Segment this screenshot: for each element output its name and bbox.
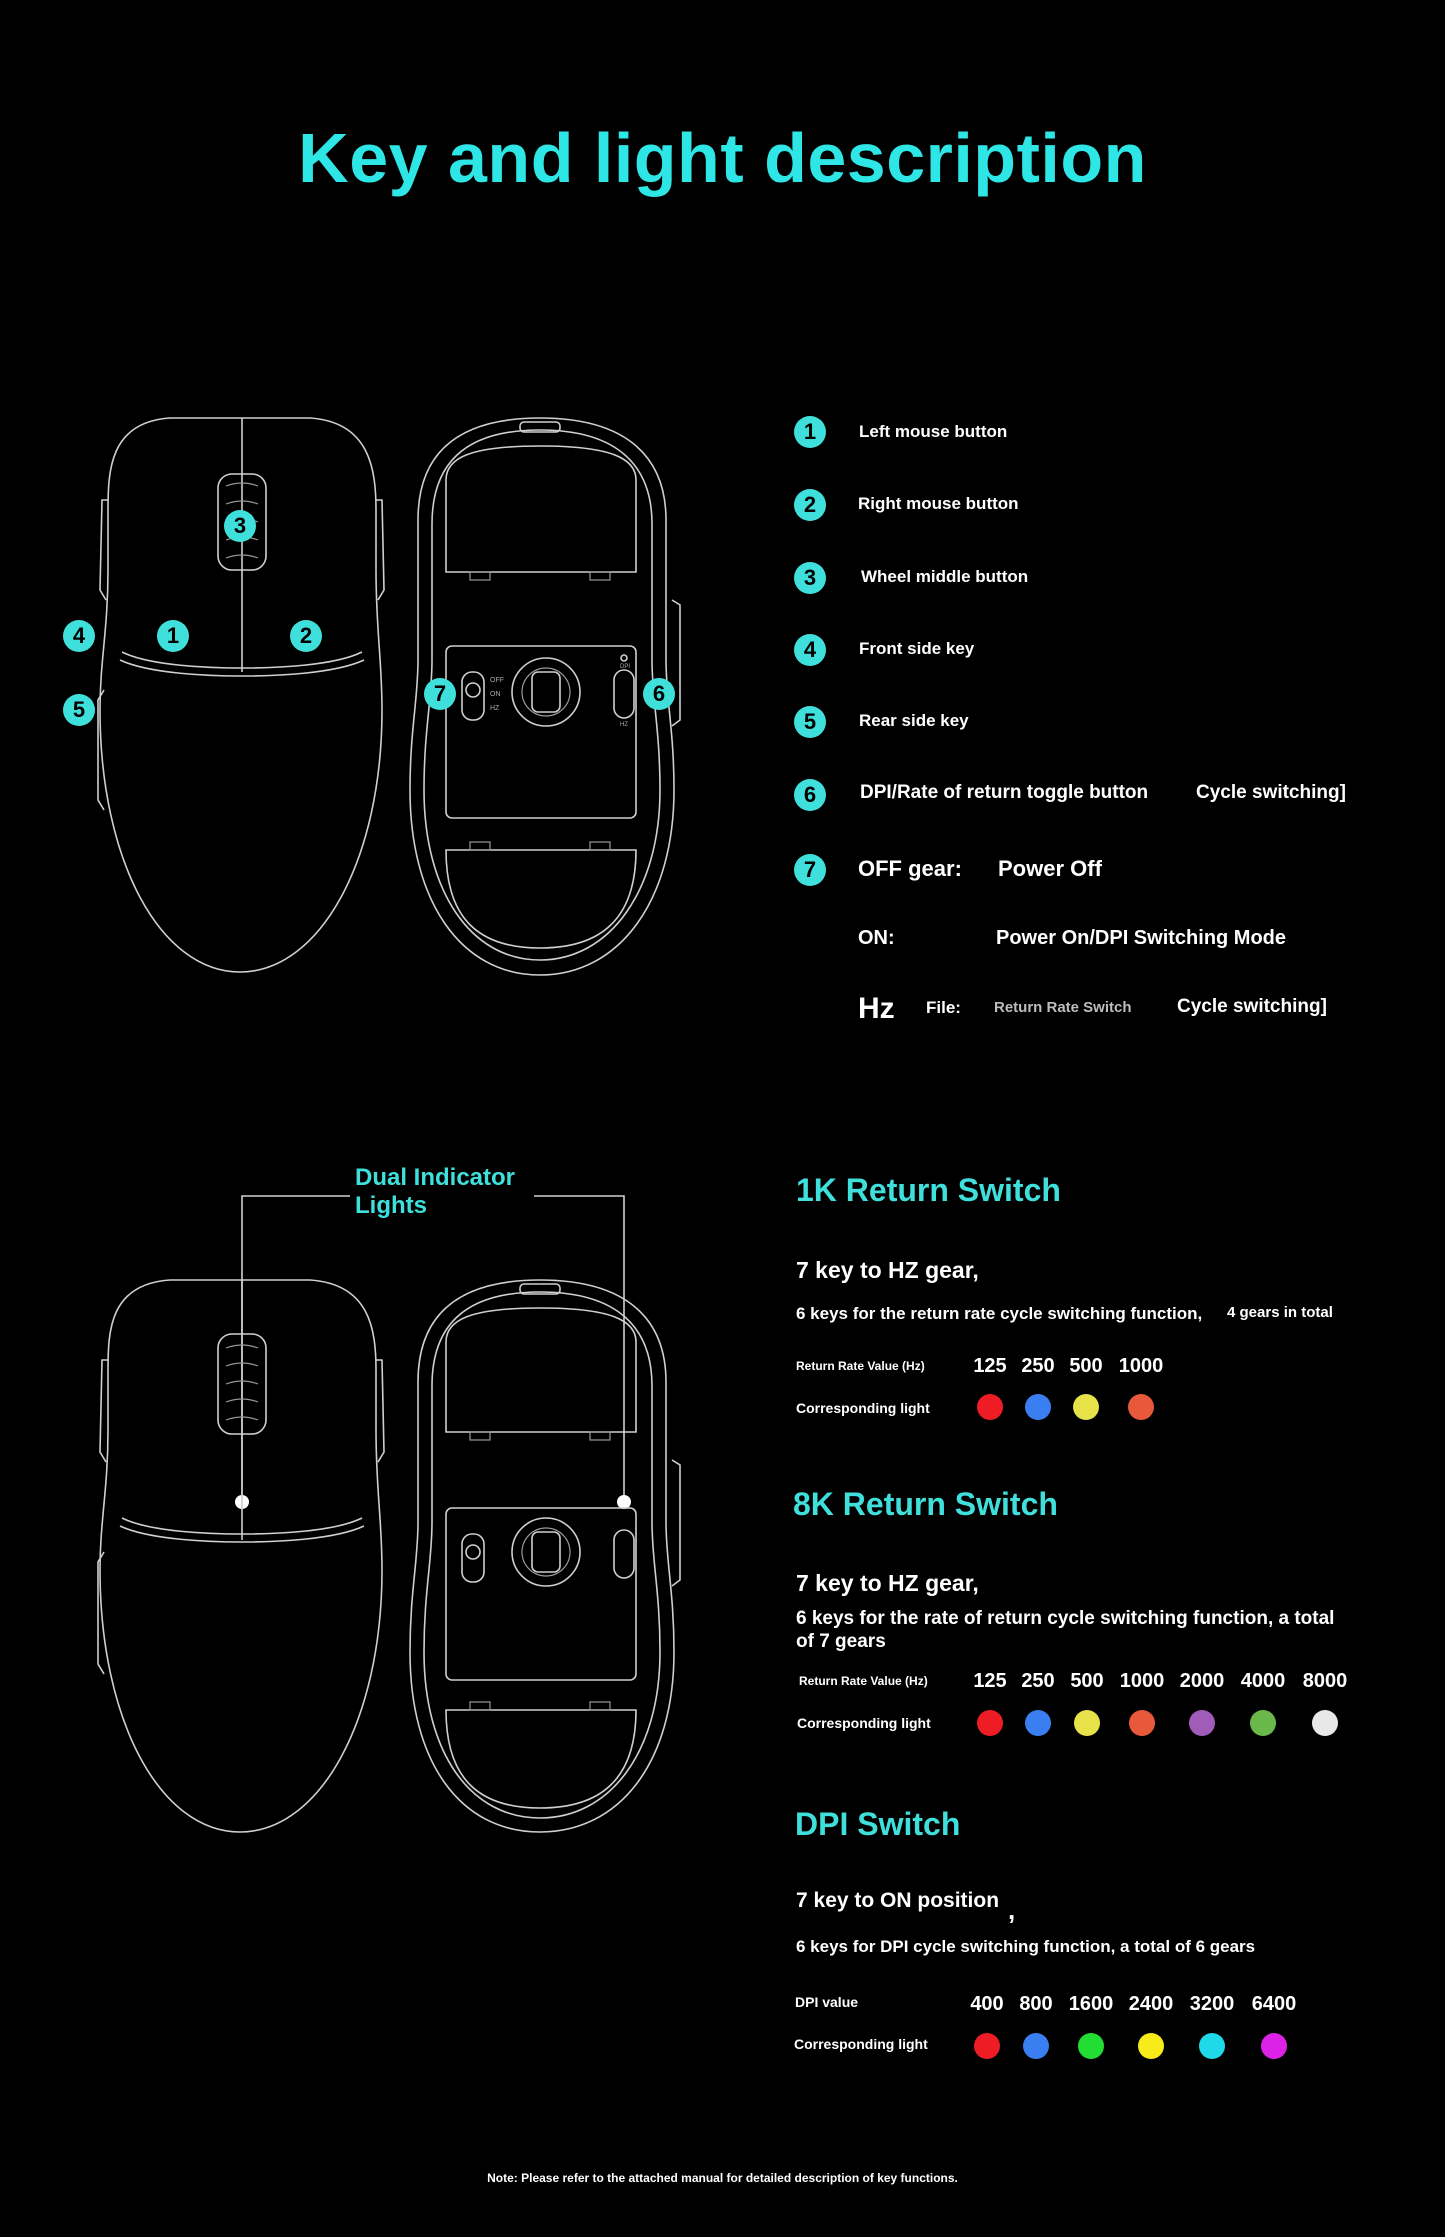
key-2-badge: 2 [794, 489, 826, 521]
section-dpi-value-5: 6400 [1251, 1993, 1297, 2015]
key-6-extra: Cycle switching] [1196, 782, 1346, 803]
section-dpi-value-4: 3200 [1189, 1993, 1235, 2015]
section-dpi-light-2 [1078, 2033, 1104, 2059]
key-3-badge: 3 [794, 562, 826, 594]
section-8k-row2-label: Corresponding light [797, 1715, 931, 1731]
section-dpi-light-5 [1261, 2033, 1287, 2059]
section-dpi-row2-label: Corresponding light [794, 2036, 928, 2052]
section-1k-light-1 [1025, 1394, 1051, 1420]
switch-off-text: OFF [490, 677, 504, 684]
section-8k-light-1 [1025, 1710, 1051, 1736]
section-8k-title: 8K Return Switch [793, 1486, 1058, 1522]
section-1k-value-3: 1000 [1118, 1355, 1164, 1377]
callout-6: 6 [643, 678, 675, 710]
section-dpi-subhead-mark: , [1008, 1895, 1016, 1925]
section-dpi-subhead: 7 key to ON position [796, 1889, 1000, 1912]
left-indicator-leader [242, 1196, 350, 1502]
mouse-diagram-bottom [0, 1180, 720, 1840]
key-1-badge: 1 [794, 416, 826, 448]
section-1k-row2-label: Corresponding light [796, 1400, 930, 1416]
key-7-extra: Power Off [998, 856, 1102, 881]
section-8k-light-4 [1189, 1710, 1215, 1736]
mouse-diagram-top [0, 400, 720, 1000]
hz-text: HZ [620, 722, 628, 728]
section-dpi-value-1: 800 [1019, 1993, 1053, 2015]
section-dpi-value-2: 1600 [1068, 1993, 1114, 2015]
mouse-bottom-view-2 [410, 1280, 680, 1832]
section-8k-light-5 [1250, 1710, 1276, 1736]
section-8k-desc1: 6 keys for the rate of return cycle switching function, a total [796, 1608, 1335, 1629]
section-1k-light-3 [1128, 1394, 1154, 1420]
section-1k-desc-extra: 4 gears in total [1227, 1304, 1333, 1321]
section-1k-row1-label: Return Rate Value (Hz) [796, 1359, 925, 1373]
key-6-badge: 6 [794, 779, 826, 811]
section-8k-value-6: 8000 [1302, 1670, 1348, 1692]
section-dpi-light-1 [1023, 2033, 1049, 2059]
section-1k-value-2: 500 [1069, 1355, 1103, 1377]
switch-on-text: ON [490, 691, 501, 698]
right-indicator-leader [534, 1196, 624, 1502]
section-8k-light-3 [1129, 1710, 1155, 1736]
section-8k-desc2: of 7 gears [796, 1631, 886, 1652]
footer-note: Note: Please refer to the attached manual for detailed description of key functions. [487, 2171, 958, 2185]
dual-indicator-line1: Dual Indicator [355, 1164, 516, 1191]
key-4-badge: 4 [794, 634, 826, 666]
section-dpi-light-4 [1199, 2033, 1225, 2059]
section-dpi-desc: 6 keys for DPI cycle switching function, a total of 6 gears [796, 1937, 1256, 1956]
section-8k-value-3: 1000 [1119, 1670, 1165, 1692]
dual-indicator-line2: Lights [355, 1192, 427, 1219]
callout-7: 7 [424, 678, 456, 710]
gear-on-label: ON: [858, 927, 895, 949]
switch-hz-text: HZ [490, 705, 500, 712]
key-4-label: Front side key [859, 639, 975, 658]
section-1k-value-1: 250 [1021, 1355, 1055, 1377]
section-dpi-light-0 [974, 2033, 1000, 2059]
gear-hz-value: Return Rate Switch [994, 999, 1132, 1016]
gear-hz-symbol: Hz [858, 992, 895, 1025]
section-8k-value-5: 4000 [1240, 1670, 1286, 1692]
mouse-top-view-2 [98, 1280, 384, 1832]
section-dpi-light-3 [1138, 2033, 1164, 2059]
section-8k-value-0: 125 [973, 1670, 1007, 1692]
section-dpi-title: DPI Switch [795, 1806, 961, 1842]
section-dpi-value-0: 400 [970, 1993, 1004, 2015]
section-8k-light-6 [1312, 1710, 1338, 1736]
section-8k-light-0 [977, 1710, 1003, 1736]
key-5-label: Rear side key [859, 711, 969, 730]
callout-4: 4 [63, 620, 95, 652]
section-8k-subhead: 7 key to HZ gear, [796, 1570, 979, 1596]
section-8k-value-1: 250 [1021, 1670, 1055, 1692]
dpi-text: DPI [620, 664, 631, 670]
key-5-badge: 5 [794, 706, 826, 738]
key-1-label: Left mouse button [859, 422, 1008, 441]
key-7-label: OFF gear: [858, 856, 962, 881]
section-1k-subhead: 7 key to HZ gear, [796, 1257, 979, 1283]
section-1k-value-0: 125 [973, 1355, 1007, 1377]
gear-hz-label: File: [926, 998, 961, 1017]
section-dpi-row1-label: DPI value [795, 1994, 859, 2010]
callout-1: 1 [157, 620, 189, 652]
gear-on-value: Power On/DPI Switching Mode [996, 927, 1287, 949]
section-1k-desc: 6 keys for the return rate cycle switching function, [796, 1304, 1203, 1323]
callout-3: 3 [224, 510, 256, 542]
section-1k-light-0 [977, 1394, 1003, 1420]
key-2-label: Right mouse button [858, 494, 1019, 513]
gear-hz-extra: Cycle switching] [1177, 996, 1327, 1017]
right-indicator-dot [617, 1495, 631, 1509]
callout-5: 5 [63, 694, 95, 726]
section-dpi-value-3: 2400 [1128, 1993, 1174, 2015]
section-8k-light-2 [1074, 1710, 1100, 1736]
callout-2: 2 [290, 620, 322, 652]
key-6-label: DPI/Rate of return toggle button [860, 782, 1149, 803]
mouse-top-view [98, 418, 384, 972]
key-7-badge: 7 [794, 854, 826, 886]
key-3-label: Wheel middle button [861, 567, 1029, 586]
section-1k-title: 1K Return Switch [796, 1172, 1061, 1208]
section-1k-light-2 [1073, 1394, 1099, 1420]
section-8k-row1-label: Return Rate Value (Hz) [799, 1674, 928, 1688]
section-8k-value-2: 500 [1070, 1670, 1104, 1692]
section-8k-value-4: 2000 [1179, 1670, 1225, 1692]
page-title: Key and light description [298, 119, 1147, 197]
